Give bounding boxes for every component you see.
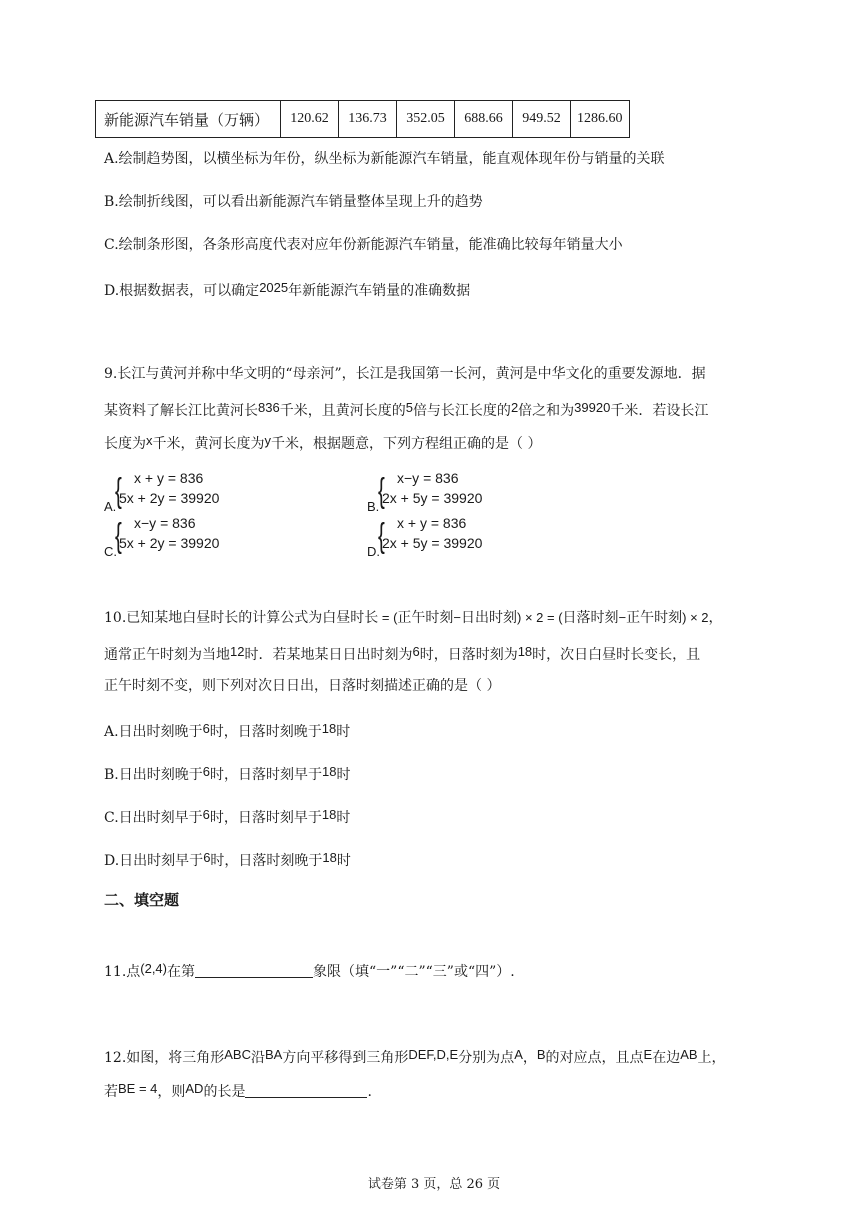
q11-text: 在第 [167, 964, 195, 980]
q10-text: ， [708, 610, 723, 626]
q11-text: 象限（填“一”“二”“三”或“四”）. [313, 964, 515, 980]
q10-text: 时，日落时刻为 [419, 647, 518, 663]
q9-text: 倍之和为 [518, 403, 575, 419]
q12-symbol: BA [265, 1047, 283, 1062]
q10-text: 时，次日白昼时长变长，且 [532, 647, 701, 663]
q10-formula: − [453, 610, 462, 625]
q9-text: 某资料了解长江比黄河长 [104, 403, 258, 419]
answer-blank[interactable] [245, 1081, 367, 1098]
option-text: 时，日落时刻晚于 [209, 724, 322, 740]
q12-symbol: AD [185, 1081, 204, 1096]
q12-symbol: E [643, 1047, 653, 1062]
q9-variable: x [146, 433, 153, 448]
q10-option-b [104, 761, 350, 786]
q11-point: (2,4) [140, 961, 167, 976]
q12-text: ， [522, 1050, 537, 1066]
q10-number: 6 [412, 644, 420, 659]
q10-text: 时．若某地某日日出时刻为 [244, 647, 413, 663]
brace-icon: { [115, 517, 122, 555]
q9-line-3 [104, 430, 541, 455]
q12-line-2 [104, 1078, 372, 1103]
brace-icon: { [378, 517, 385, 555]
option-number: 6 [202, 807, 210, 822]
q9-text: 千米，根据题意，下列方程组正确的是（ ） [271, 436, 542, 452]
page-footer: 试卷第 3 页，总 26 页 [367, 1177, 501, 1192]
q12-text: 方向平移得到三角形 [282, 1050, 409, 1066]
q12-symbol: A [514, 1047, 523, 1062]
option-text: A.日出时刻晚于 [104, 724, 203, 740]
q11-line [104, 958, 515, 983]
q10-formula: − [618, 610, 627, 625]
q10-line-1 [104, 607, 723, 629]
q8-option-d-text: D.根据数据表，可以确定 [104, 283, 260, 299]
q9-variable: y [264, 433, 271, 448]
equation-2: 2x + 5y = 39920 [382, 490, 483, 506]
equation-1: x + y = 836 [397, 515, 467, 531]
q10-number: 18 [517, 644, 533, 659]
option-number: 18 [321, 807, 337, 822]
q8-option-c: C.绘制条形图，各条形高度代表对应年份新能源汽车销量，能准确比较每年销量大小 [104, 237, 623, 253]
q8-option-d-text-2: 年新能源汽车销量的准确数据 [288, 283, 471, 299]
option-text: 时 [336, 810, 351, 826]
q9-line-2 [104, 397, 708, 422]
q9-option-a [104, 470, 304, 514]
q8-option-d [104, 277, 470, 302]
brace-icon: { [115, 472, 122, 510]
q9-option-b [367, 470, 567, 514]
option-number: 6 [202, 764, 210, 779]
option-number: 18 [322, 850, 337, 865]
q10-line-2 [104, 641, 700, 666]
table-cell: 1286.60 [571, 101, 630, 138]
q9-text: 千米．若设长江 [610, 403, 709, 419]
q12-text: . [367, 1084, 372, 1100]
brace-icon: { [378, 472, 385, 510]
q10-text: 正午时刻 [626, 610, 683, 626]
q10-number: 12 [230, 644, 245, 659]
equation-1: x−y = 836 [397, 470, 459, 486]
q12-line-1 [104, 1044, 726, 1069]
q10-formula: ) × 2 [682, 610, 709, 625]
option-text: D.日出时刻早于 [104, 853, 204, 869]
q9-number: 2 [510, 400, 519, 415]
option-text: 时 [336, 853, 351, 869]
q12-symbol: BE = 4 [118, 1081, 158, 1096]
table-cell: 120.62 [281, 101, 339, 138]
option-text: 时，日落时刻晚于 [210, 853, 323, 869]
q12-symbol: AB [680, 1047, 698, 1062]
option-tag: D. [367, 544, 380, 559]
option-tag: C. [104, 544, 117, 559]
q12-symbol: B [536, 1047, 546, 1062]
section-title: 二、填空题 [104, 891, 180, 909]
q12-text: ，则 [157, 1084, 186, 1100]
q12-text: 在边 [652, 1050, 681, 1066]
option-number: 6 [203, 850, 211, 865]
option-text: 时，日落时刻早于 [209, 767, 322, 783]
option-tag: A. [104, 499, 117, 514]
q12-text: 的对应点，且点 [545, 1050, 644, 1066]
q12-text: 分别为点 [458, 1050, 515, 1066]
q10-option-d [104, 847, 351, 872]
option-text: 时 [336, 767, 351, 783]
q10-text: 日出时刻 [461, 610, 518, 626]
q10-text: 正午时刻 [397, 610, 454, 626]
q12-text: 上， [697, 1050, 726, 1066]
q10-text: 10.已知某地白昼时长的计算公式为白昼时长 [104, 610, 379, 626]
q9-option-c [104, 515, 304, 559]
sales-data-table [95, 100, 630, 138]
q10-option-c [104, 804, 350, 829]
q9-number: 39920 [574, 400, 611, 415]
q8-option-b: B.绘制折线图，可以看出新能源汽车销量整体呈现上升的趋势 [104, 194, 483, 210]
q9-number: 5 [405, 400, 413, 415]
option-number: 18 [321, 721, 337, 736]
equation-1: x + y = 836 [134, 470, 204, 486]
q10-formula: = ( [378, 610, 398, 625]
q9-line-1: 9.长江与黄河并称中华文明的“母亲河”，长江是我国第一长河，黄河是中华文化的重要发源地．据 [104, 366, 706, 382]
option-text: C.日出时刻早于 [104, 810, 203, 826]
q10-line-3: 正午时刻不变，则下列对次日日出，日落时刻描述正确的是（ ） [104, 678, 501, 694]
option-text: 时 [336, 724, 351, 740]
option-text: B.日出时刻晚于 [104, 767, 203, 783]
q12-symbol: ABC [224, 1047, 251, 1062]
table-cell: 688.66 [455, 101, 513, 138]
q11-text: 11.点 [104, 964, 141, 980]
q10-formula: ) × 2 = ( [517, 610, 563, 625]
q12-symbol: DEF,D,E [408, 1047, 459, 1062]
table-cell: 136.73 [339, 101, 397, 138]
option-tag: B. [367, 499, 380, 514]
equation-2: 2x + 5y = 39920 [382, 535, 483, 551]
option-number: 6 [202, 721, 210, 736]
q8-option-a: A.绘制趋势图，以横坐标为年份，纵坐标为新能源汽车销量，能直观体现年份与销量的关联 [104, 151, 665, 167]
q10-text: 通常正午时刻为当地 [104, 647, 230, 663]
q9-text: 倍与长江长度的 [412, 403, 511, 419]
q10-text: 日落时刻 [562, 610, 619, 626]
q9-number: 836 [258, 400, 280, 415]
q9-option-d [367, 515, 567, 559]
q10-option-a [104, 718, 350, 743]
equation-2: 5x + 2y = 39920 [119, 535, 220, 551]
table-row [96, 101, 630, 138]
option-text: 时，日落时刻早于 [209, 810, 322, 826]
option-number: 18 [321, 764, 337, 779]
q9-text: 千米，黄河长度为 [152, 436, 265, 452]
q12-text: 若 [104, 1084, 118, 1100]
q12-text: 沿 [251, 1050, 265, 1066]
q12-text: 的长是 [203, 1084, 246, 1100]
equation-1: x−y = 836 [134, 515, 196, 531]
equation-2: 5x + 2y = 39920 [119, 490, 220, 506]
q12-text: 12.如图，将三角形 [104, 1050, 225, 1066]
q8-year: 2025 [259, 280, 289, 295]
q9-text: 长度为 [104, 436, 146, 452]
table-header-cell: 新能源汽车销量（万辆） [96, 101, 281, 138]
q9-text: 千米，且黄河长度的 [279, 403, 406, 419]
table-cell: 352.05 [397, 101, 455, 138]
table-cell: 949.52 [513, 101, 571, 138]
answer-blank[interactable] [195, 961, 313, 978]
